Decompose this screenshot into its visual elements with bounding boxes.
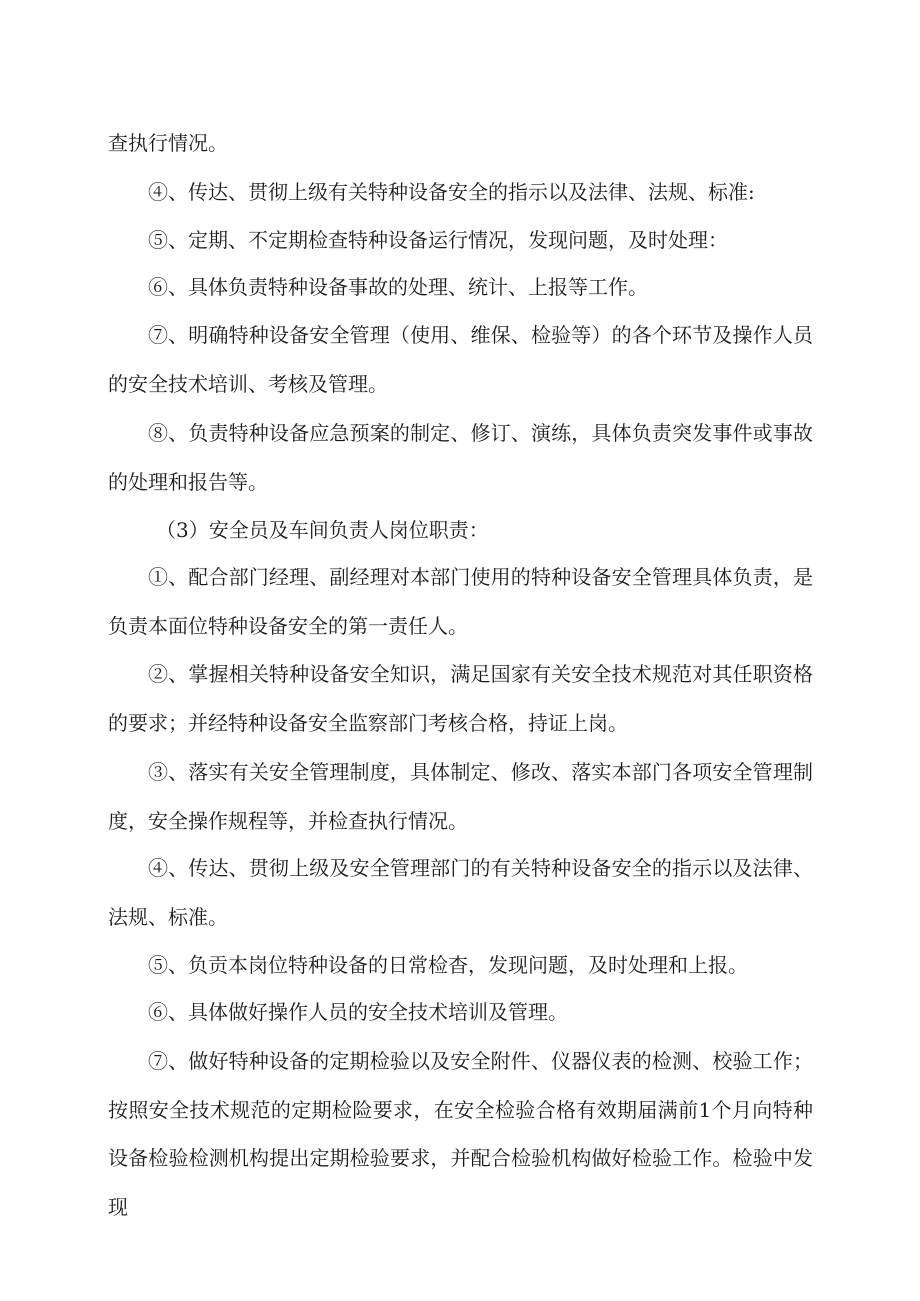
paragraph-duty-6: ⑥、具体做好操作人员的安全技术培训及管理。 <box>148 1000 568 1024</box>
paragraph-item-6: ⑥、具体负责特种设备事故的处理、统计、上报等工作。 <box>148 275 648 299</box>
paragraph-duty-5: ⑤、负贡本岗位特种设备的日常检杳，发现问题，及时处理和上报。 <box>148 953 748 977</box>
section-heading: （3）安全员及车间负责人岗位职责： <box>156 518 489 542</box>
paragraph-continuation: 查执行情况。 <box>108 131 228 155</box>
paragraph-item-4: ④、传达、贯彻上级有关特种设备安全的指示以及法律、法规、标准: <box>148 180 755 204</box>
paragraph-duty-4: ④、传达、贯彻上级及安全管理部门的有关特种设备安全的指示以及法律、法规、标准。 <box>108 856 813 929</box>
paragraph-duty-1: ①、配合部门经理、副经理对本部门使用的特种设备安全管理具体负责，是负责本面位特种设备安全的第一责任人。 <box>108 565 813 638</box>
paragraph-duty-7: ⑦、做好特种设备的定期检验以及安全附件、仪器仪表的检测、校验工作；按照安全技术规范的定期检险要求，在安全检验合格有效期届满前1个月向特种设备检验检测机构提出定期检验要求，并配合检验机构做好检验工作。检验中发现 <box>108 1049 813 1219</box>
paragraph-item-5: ⑤、定期、不定期检查特种设备运行情况，发现问题，及时处理： <box>148 228 728 252</box>
paragraph-duty-3: ③、落实有关安全管理制度，具体制定、修改、落实本部门各项安全管理制度，安全操作规程等，并检查执行情况。 <box>108 760 813 833</box>
paragraph-duty-2: ②、掌握相关特种设备安全知识，满足国家有关安全技术规范对其任职资格的要求；并经特种设备安全监察部门考核合格，持证上岗。 <box>108 662 813 735</box>
paragraph-item-8: ⑧、负责特种设备应急预案的制定、修订、演练，具体负责突发事件或事故的处理和报告等。 <box>108 421 813 494</box>
paragraph-item-7: ⑦、明确特种设备安全管理（使用、维保、检验等）的各个环节及操作人员的安全技术培训、考核及管理。 <box>108 323 813 396</box>
